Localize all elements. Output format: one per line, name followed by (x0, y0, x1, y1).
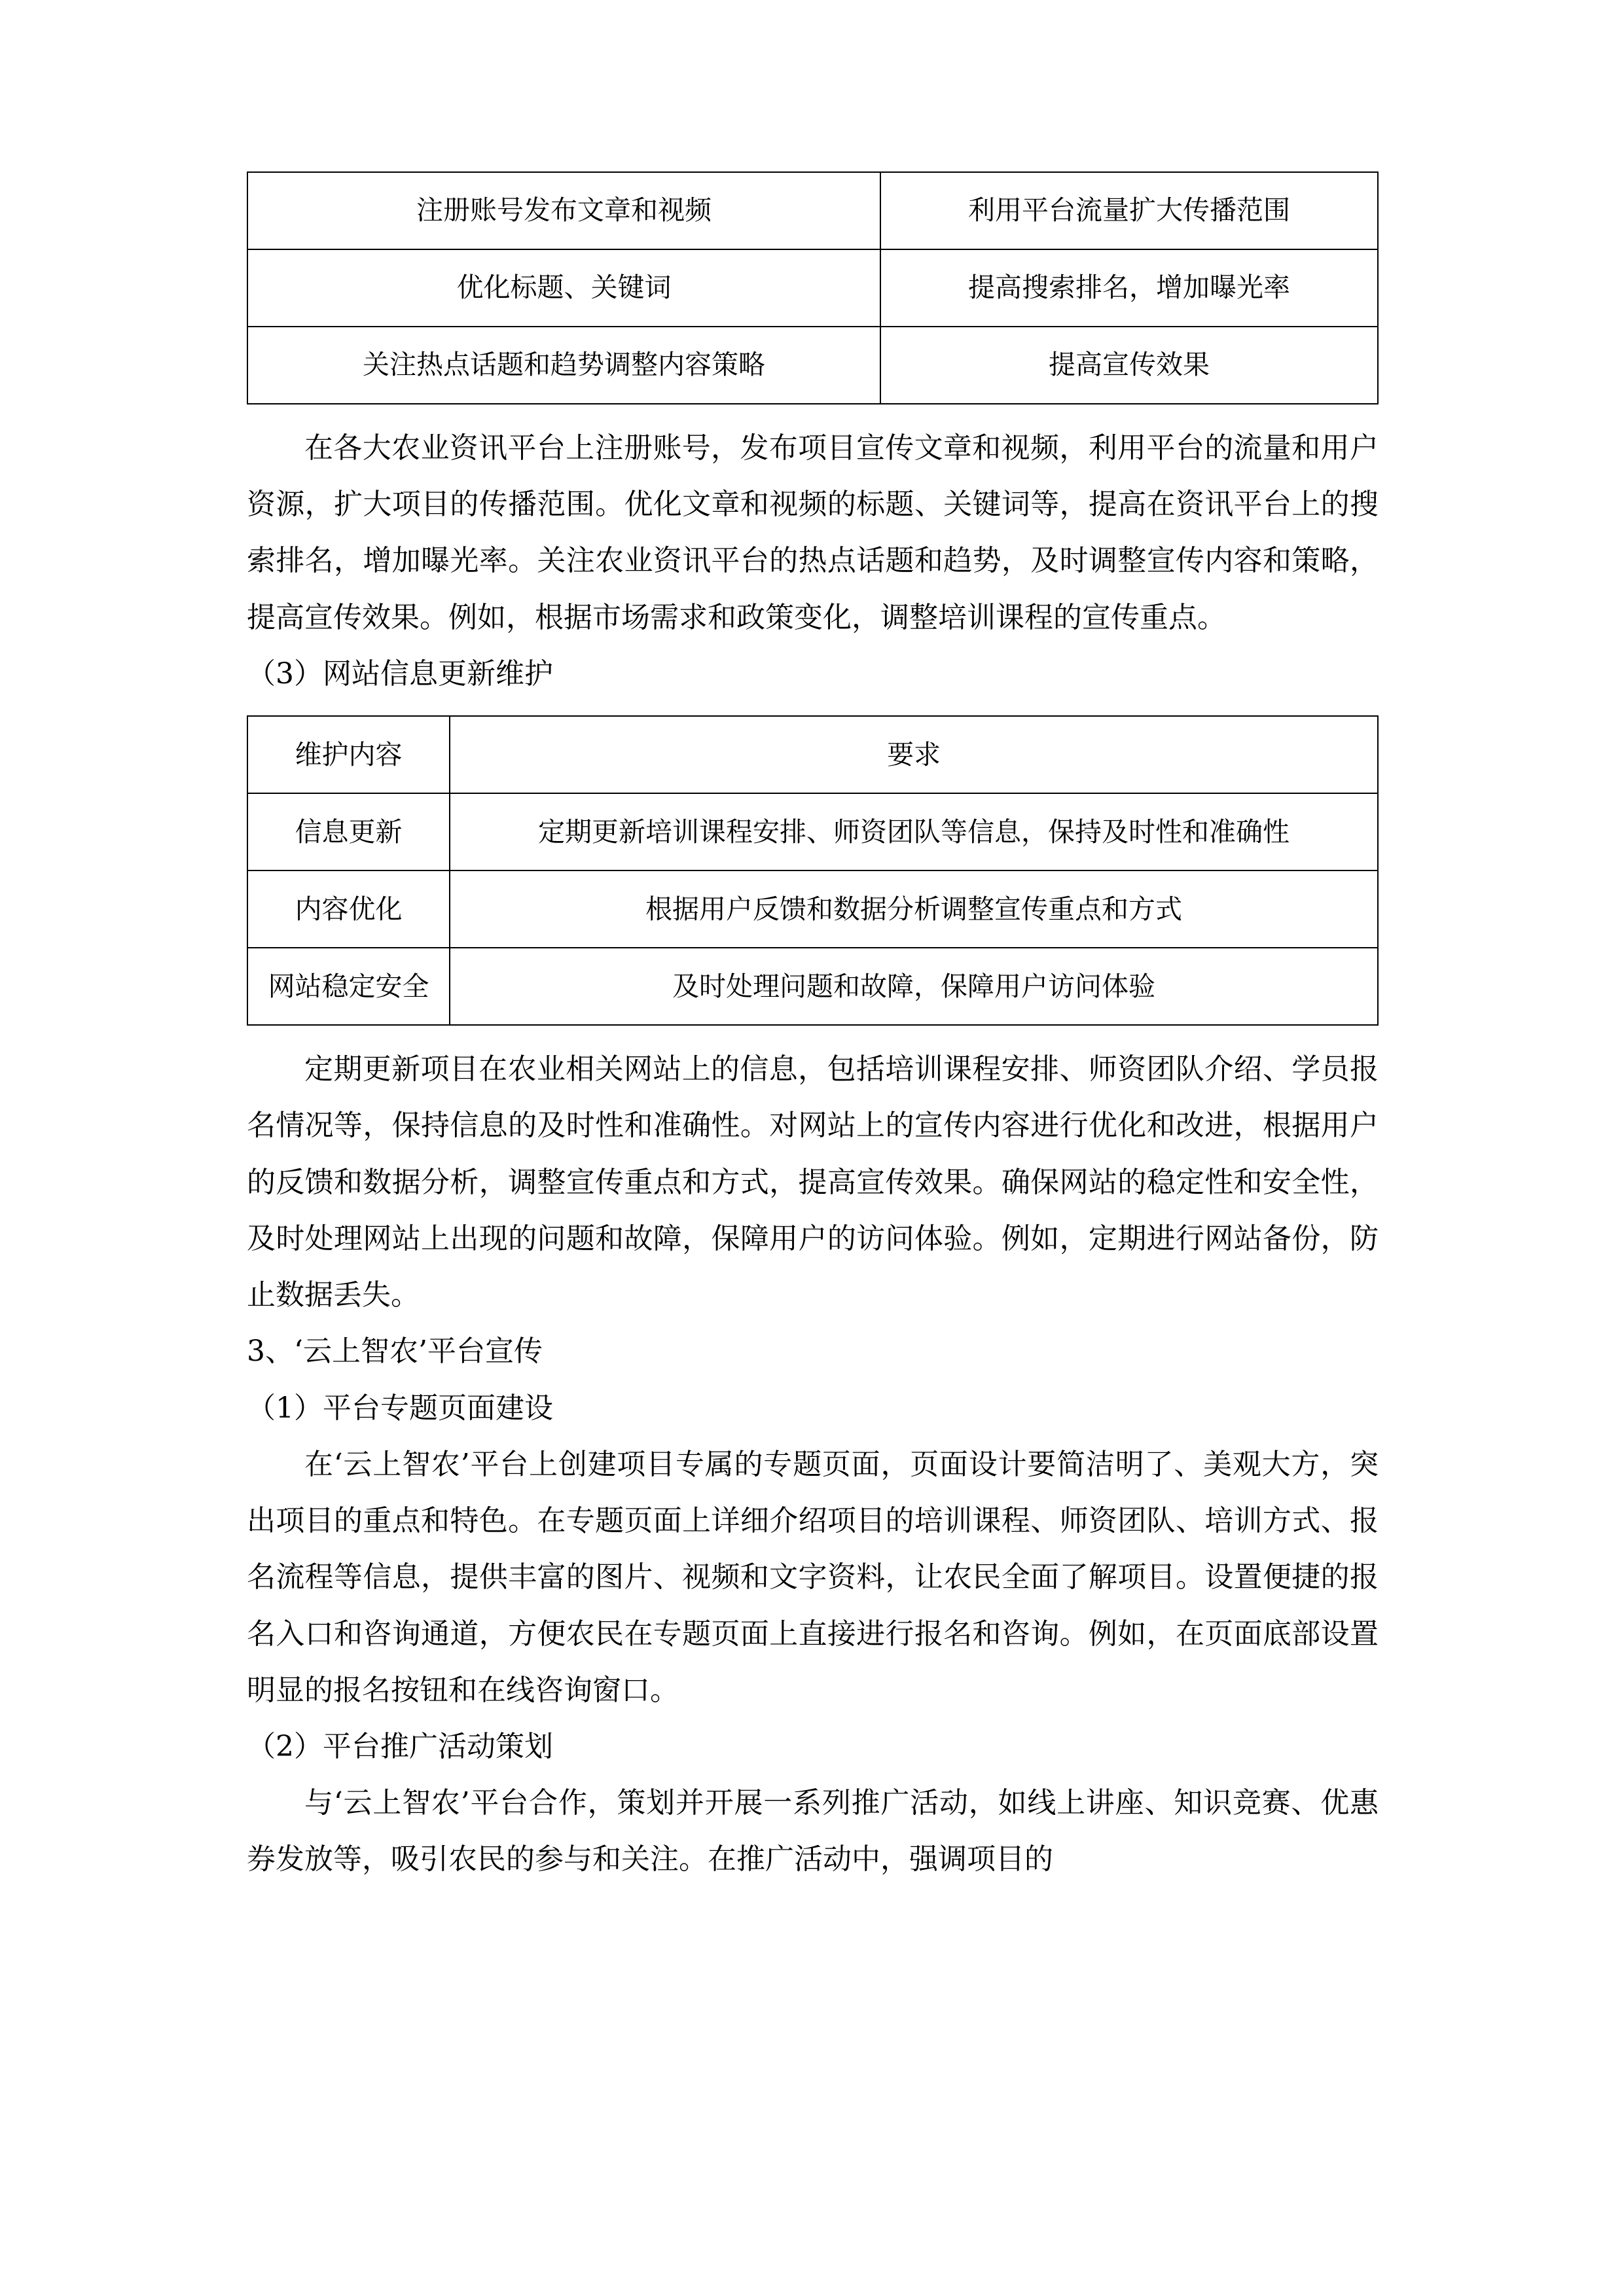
maintenance-content-header: 维护内容 (247, 716, 450, 793)
spacer (247, 702, 1379, 715)
channel-measures-table (247, 171, 1379, 404)
document-content-flow (247, 171, 1379, 1888)
table-row (247, 249, 1378, 327)
table-row (247, 793, 1378, 870)
heading-promotion-planning: （2）平台推广活动策划 (247, 1729, 553, 1763)
channel-effect-cell: 提高宣传效果 (880, 327, 1378, 404)
channel-action-cell: 注册账号发布文章和视频 (247, 172, 880, 249)
paragraph-site-maintenance: 定期更新项目在农业相关网站上的信息，包括培训课程安排、师资团队介绍、学员报名情况等，保持信息的及时性和准确性。对网站上的宣传内容进行优化和改进，根据用户的反馈和数据分析，调整宣传重点和方式，提高宣传效果。确保网站的稳定性和安全性，及时处理网站上出现的问题和故障，保障用户的访问体验。例如，定期进行网站备份，防止数据丢失。 (247, 1052, 1379, 1312)
maintenance-content-cell: 内容优化 (247, 870, 450, 948)
heading-topic-page: （1）平台专题页面建设 (247, 1391, 553, 1425)
heading-section-3: 3、‘云上智农’平台宣传 (247, 1335, 543, 1369)
heading-site-maintenance: （3）网站信息更新维护 (247, 656, 553, 691)
paragraph-channel-promotion: 在各大农业资讯平台上注册账号，发布项目宣传文章和视频，利用平台的流量和用户资源，扩大项目的传播范围。优化文章和视频的标题、关键词等，提高在资讯平台上的搜索排名，增加曝光率。关注农业资讯平台的热点话题和趋势，及时调整宣传内容和策略，提高宣传效果。例如，根据市场需求和政策变化，调整培训课程的宣传重点。 (247, 431, 1379, 634)
maintenance-requirement-cell: 定期更新培训课程安排、师资团队等信息，保持及时性和准确性 (450, 793, 1378, 870)
maintenance-content-cell: 网站稳定安全 (247, 948, 450, 1025)
maintenance-requirement-header: 要求 (450, 716, 1378, 793)
paragraph-topic-page: 在‘云上智农’平台上创建项目专属的专题页面，页面设计要简洁明了、美观大方，突出项目的重点和特色。在专题页面上详细介绍项目的培训课程、师资团队、培训方式、报名流程等信息，提供丰富的图片、视频和文字资料，让农民全面了解项目。设置便捷的报名入口和咨询通道，方便农民在专题页面上直接进行报名和咨询。例如，在页面底部设置明显的报名按钮和在线咨询窗口。 (247, 1447, 1379, 1707)
table-row (247, 870, 1378, 948)
spacer (247, 1026, 1379, 1041)
paragraph-promotion-planning: 与‘云上智农’平台合作，策划并开展一系列推广活动，如线上讲座、知识竞赛、优惠券发放等，吸引农民的参与和关注。在推广活动中，强调项目的 (247, 1786, 1379, 1876)
channel-action-cell: 优化标题、关键词 (247, 249, 880, 327)
maintenance-requirement-cell: 及时处理问题和故障，保障用户访问体验 (450, 948, 1378, 1025)
table-row (247, 948, 1378, 1025)
channel-effect-cell: 利用平台流量扩大传播范围 (880, 172, 1378, 249)
table-row (247, 172, 1378, 249)
table-row (247, 327, 1378, 404)
spacer (247, 404, 1379, 420)
channel-action-cell: 关注热点话题和趋势调整内容策略 (247, 327, 880, 404)
table-header-row (247, 716, 1378, 793)
maintenance-table (247, 715, 1379, 1026)
channel-effect-cell: 提高搜索排名，增加曝光率 (880, 249, 1378, 327)
maintenance-requirement-cell: 根据用户反馈和数据分析调整宣传重点和方式 (450, 870, 1378, 948)
maintenance-content-cell: 信息更新 (247, 793, 450, 870)
